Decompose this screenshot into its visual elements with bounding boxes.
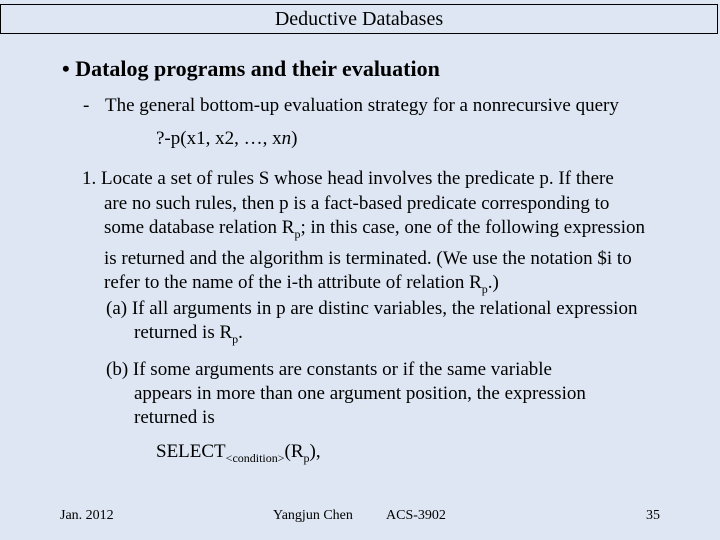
step-1-line-5a: refer to the name of the i-th attribute of relation R (104, 272, 482, 294)
query-prefix: ?-p(x1, x2, …, x (156, 128, 282, 149)
step-1-line-2: are no such rules, then p is a fact-based predicate corresponding to (104, 192, 610, 214)
footer-course: ACS-3902 (386, 508, 446, 523)
query-n: n (281, 128, 292, 149)
slide-heading: • Datalog programs and their evaluation (62, 56, 440, 81)
step-1-line-3-sub: p (294, 226, 301, 241)
step-1-line-5b: .) (487, 272, 499, 294)
step-1-line-3b: ; in this case, one of the following expression (300, 217, 646, 239)
subpoint-text: The general bottom-up evaluation strategy for a nonrecursive query (105, 95, 619, 116)
step-1-line-3a: some database relation R (104, 217, 295, 239)
select-keyword: SELECT (156, 441, 226, 462)
case-a-line-1: (a) If all arguments in p are distinc variables, the relational expression (106, 298, 638, 319)
case-b-line-1: (b) If some arguments are constants or if the same variable (106, 359, 552, 380)
footer-date: Jan. 2012 (60, 508, 114, 523)
slide-title: Deductive Databases (0, 4, 718, 34)
case-b (106, 358, 696, 430)
select-r-sub: p (303, 450, 310, 465)
case-a-line-2-sub: p (232, 331, 239, 346)
subpoint (83, 95, 619, 117)
case-b-line-3: returned is (134, 407, 215, 428)
select-condition: <condition> (225, 450, 285, 465)
query-expression (156, 128, 297, 150)
select-open: (R (284, 441, 304, 462)
case-a-line-2b: . (238, 322, 243, 343)
step-1-line-3 (82, 216, 692, 246)
case-b-line-2: appears in more than one argument position, the expression (134, 383, 586, 404)
case-a-line-2a: returned is R (134, 322, 233, 343)
select-expression (156, 441, 321, 466)
select-close: ), (309, 441, 321, 462)
step-1-line-1: 1. Locate a set of rules S whose head involves the predicate p. If there (82, 168, 614, 189)
case-a-line-2 (106, 321, 696, 351)
step-1-line-4: is returned and the algorithm is terminated. (We use the notation $i to (104, 247, 632, 269)
step-1 (82, 167, 692, 302)
step-1-line-5-sub: p (481, 281, 488, 296)
subpoint-dash: - (83, 95, 90, 116)
query-suffix: ) (291, 128, 298, 149)
case-a (106, 297, 696, 351)
footer-page-number: 35 (646, 508, 660, 523)
footer-author: Yangjun Chen (273, 508, 353, 523)
